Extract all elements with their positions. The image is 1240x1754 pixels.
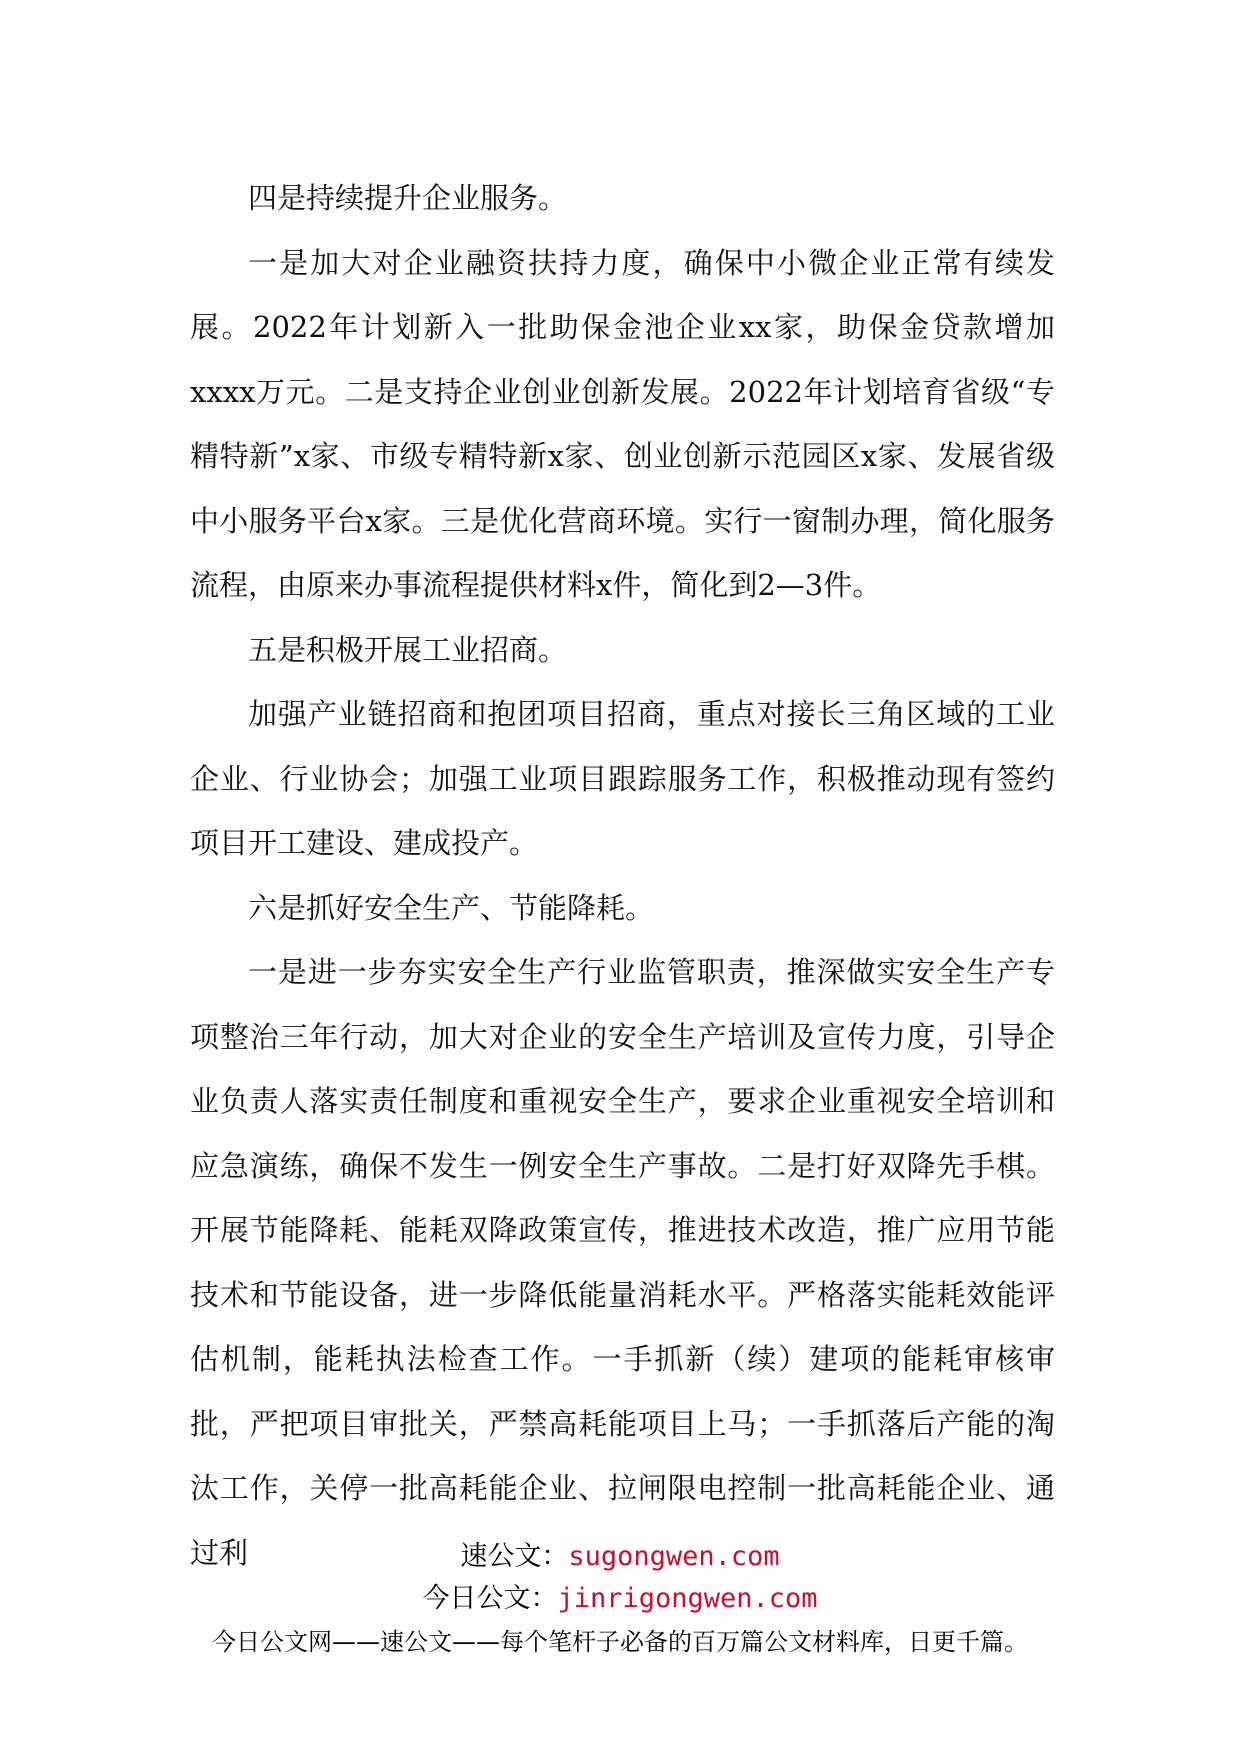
- footer-line-jinrigongwen: [0, 1576, 1240, 1615]
- section-heading-5: 五是积极开展工业招商。: [248, 632, 568, 667]
- section-heading-4: 四是持续提升企业服务。: [248, 181, 568, 215]
- footer-slogan: [0, 1622, 1240, 1657]
- paragraph-investment: 加强产业链招商和抱团项目招商，重点对接长三角区域的工业企业、行业协会；加强工业项目跟踪服务工作，积极推动现有签约项目开工建设、建成投产。: [190, 697, 1055, 860]
- footer-slogan-text: 今日公文网——速公文——每个笔杆子必备的百万篇公文材料库，日更千篇。: [212, 1628, 1028, 1656]
- footer-link-sugongwen[interactable]: sugongwen.com: [568, 1541, 780, 1572]
- footer-line-sugongwen: [0, 1534, 1240, 1573]
- footer-label-sugongwen: 速公文：: [460, 1541, 569, 1572]
- section-heading-6: 六是抓好安全生产、节能降耗。: [248, 890, 655, 925]
- document-body: [190, 166, 1055, 1585]
- paragraph-safety-energy: 一是进一步夯实安全生产行业监管职责，推深做实安全生产专项整治三年行动，加大对企业的安全生产培训及宣传力度，引导企业负责人落实责任制度和重视安全生产，要求企业重视安全培训和应急演练，确保不发生一例安全生产事故。二是打好双降先手棋。开展节能降耗、能耗双降政策宣传，推进技术改造，推广应用节能技术和节能设备，进一步降低能量消耗水平。严格落实能耗效能评估机制，能耗执法检查工作。一手抓新（续）建项的能耗审核审批，严把项目审批关，严禁高耗能项目上马；一手抓落后产能的淘汰工作，关停一批高耗能企业、拉闸限电控制一批高耗能企业、通过利: [190, 955, 1055, 1570]
- footer-label-jinrigongwen: 今日公文：: [422, 1583, 558, 1614]
- footer-link-jinrigongwen[interactable]: jinrigongwen.com: [557, 1583, 818, 1614]
- paragraph-enterprise-services: 一是加大对企业融资扶持力度，确保中小微企业正常有续发展。2022年计划新入一批助保金池企业xx家，助保金贷款增加xxxx万元。二是支持企业创业创新发展。2022年计划培育省级“专精特新”x家、市级专精特新x家、创业创新示范园区x家、发展省级中小服务平台x家。三是优化营商环境。实行一窗制办理，简化服务流程，由原来办事流程提供材料x件，简化到2—3件。: [190, 245, 1055, 602]
